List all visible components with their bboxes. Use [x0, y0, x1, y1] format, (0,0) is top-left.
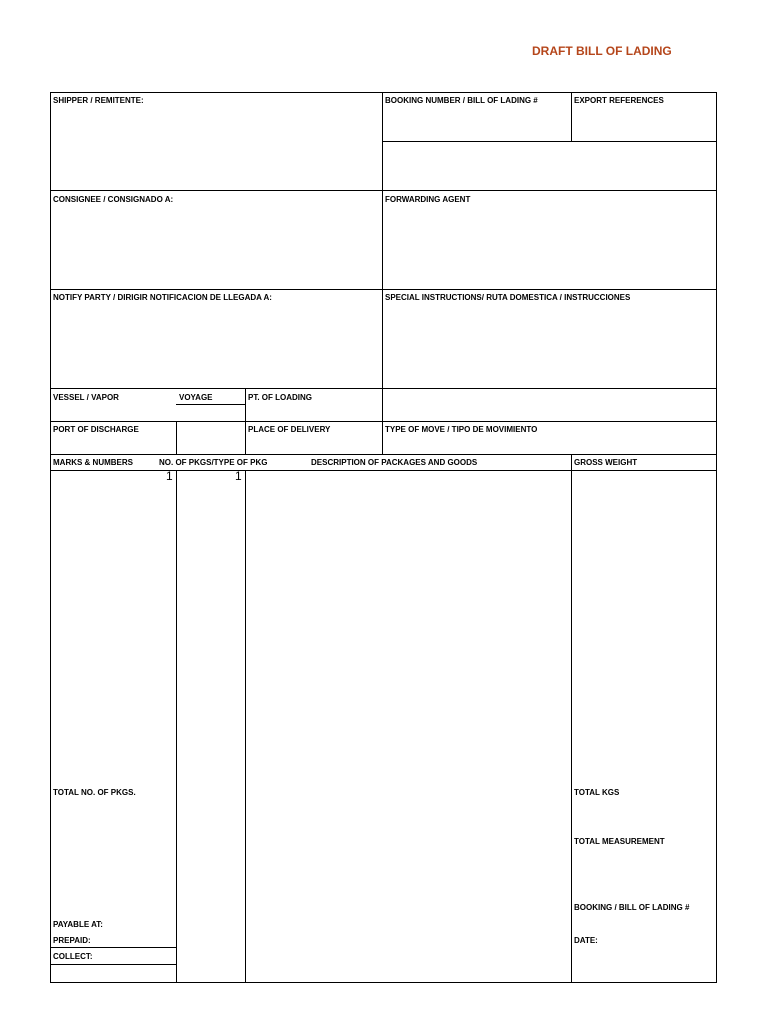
pt-of-loading-label: PT. OF LOADING — [248, 393, 312, 402]
consignee-field[interactable] — [51, 206, 381, 288]
shipper-label: SHIPPER / REMITENTE: — [53, 96, 144, 105]
description-field[interactable] — [246, 471, 570, 982]
divider — [176, 470, 177, 983]
divider — [50, 964, 176, 965]
pkgs-value: 1 — [235, 469, 242, 483]
forwarding-agent-label: FORWARDING AGENT — [385, 195, 471, 204]
loading-port-field[interactable] — [383, 389, 716, 420]
document-title: DRAFT BILL OF LADING — [532, 44, 672, 58]
notify-party-field[interactable] — [51, 304, 381, 387]
divider — [176, 421, 177, 454]
prepaid-label: PREPAID: — [53, 936, 91, 945]
pkgs-header: NO. OF PKGS/TYPE OF PKG — [159, 458, 268, 467]
date-label: DATE: — [574, 936, 598, 945]
divider — [50, 947, 176, 948]
gross-weight-header: GROSS WEIGHT — [574, 458, 638, 467]
total-pkgs-label: TOTAL NO. OF PKGS. — [53, 788, 136, 797]
booking-bl-label: BOOKING / BILL OF LADING # — [574, 903, 690, 912]
forwarding-agent-field[interactable] — [383, 206, 716, 288]
voyage-underline — [176, 404, 245, 405]
description-header: DESCRIPTION OF PACKAGES AND GOODS — [311, 458, 478, 467]
notify-party-label: NOTIFY PARTY / DIRIGIR NOTIFICACION DE LLEGADA A: — [53, 293, 272, 302]
booking-number-label: BOOKING NUMBER / BILL OF LADING # — [385, 96, 538, 105]
marks-value: 1 — [166, 469, 173, 483]
voyage-label: VOYAGE — [179, 393, 213, 402]
special-instructions-label: SPECIAL INSTRUCTIONS/ RUTA DOMESTICA / INSTRUCCIONES — [385, 293, 631, 302]
type-of-move-label: TYPE OF MOVE / TIPO DE MOVIMIENTO — [385, 425, 538, 434]
consignee-label: CONSIGNEE / CONSIGNADO A: — [53, 195, 174, 204]
place-of-delivery-label: PLACE OF DELIVERY — [248, 425, 331, 434]
total-measurement-label: TOTAL MEASUREMENT — [574, 837, 665, 846]
payable-at-label: PAYABLE AT: — [53, 920, 103, 929]
vessel-label: VESSEL / VAPOR — [53, 393, 119, 402]
divider — [50, 289, 717, 290]
divider — [50, 190, 717, 191]
divider — [50, 421, 717, 422]
marks-numbers-header: MARKS & NUMBERS — [53, 458, 133, 467]
port-of-discharge-label: PORT OF DISCHARGE — [53, 425, 139, 434]
booking-number-field[interactable] — [383, 106, 570, 140]
gross-weight-field[interactable] — [572, 471, 716, 781]
divider — [50, 454, 717, 455]
export-references-label: EXPORT REFERENCES — [574, 96, 664, 105]
booking-extra-field[interactable] — [383, 142, 716, 189]
total-kgs-label: TOTAL KGS — [574, 788, 620, 797]
collect-label: COLLECT: — [53, 952, 93, 961]
divider — [245, 388, 246, 454]
special-instructions-field[interactable] — [383, 304, 716, 387]
shipper-field[interactable] — [51, 106, 381, 189]
export-references-field[interactable] — [572, 106, 716, 140]
